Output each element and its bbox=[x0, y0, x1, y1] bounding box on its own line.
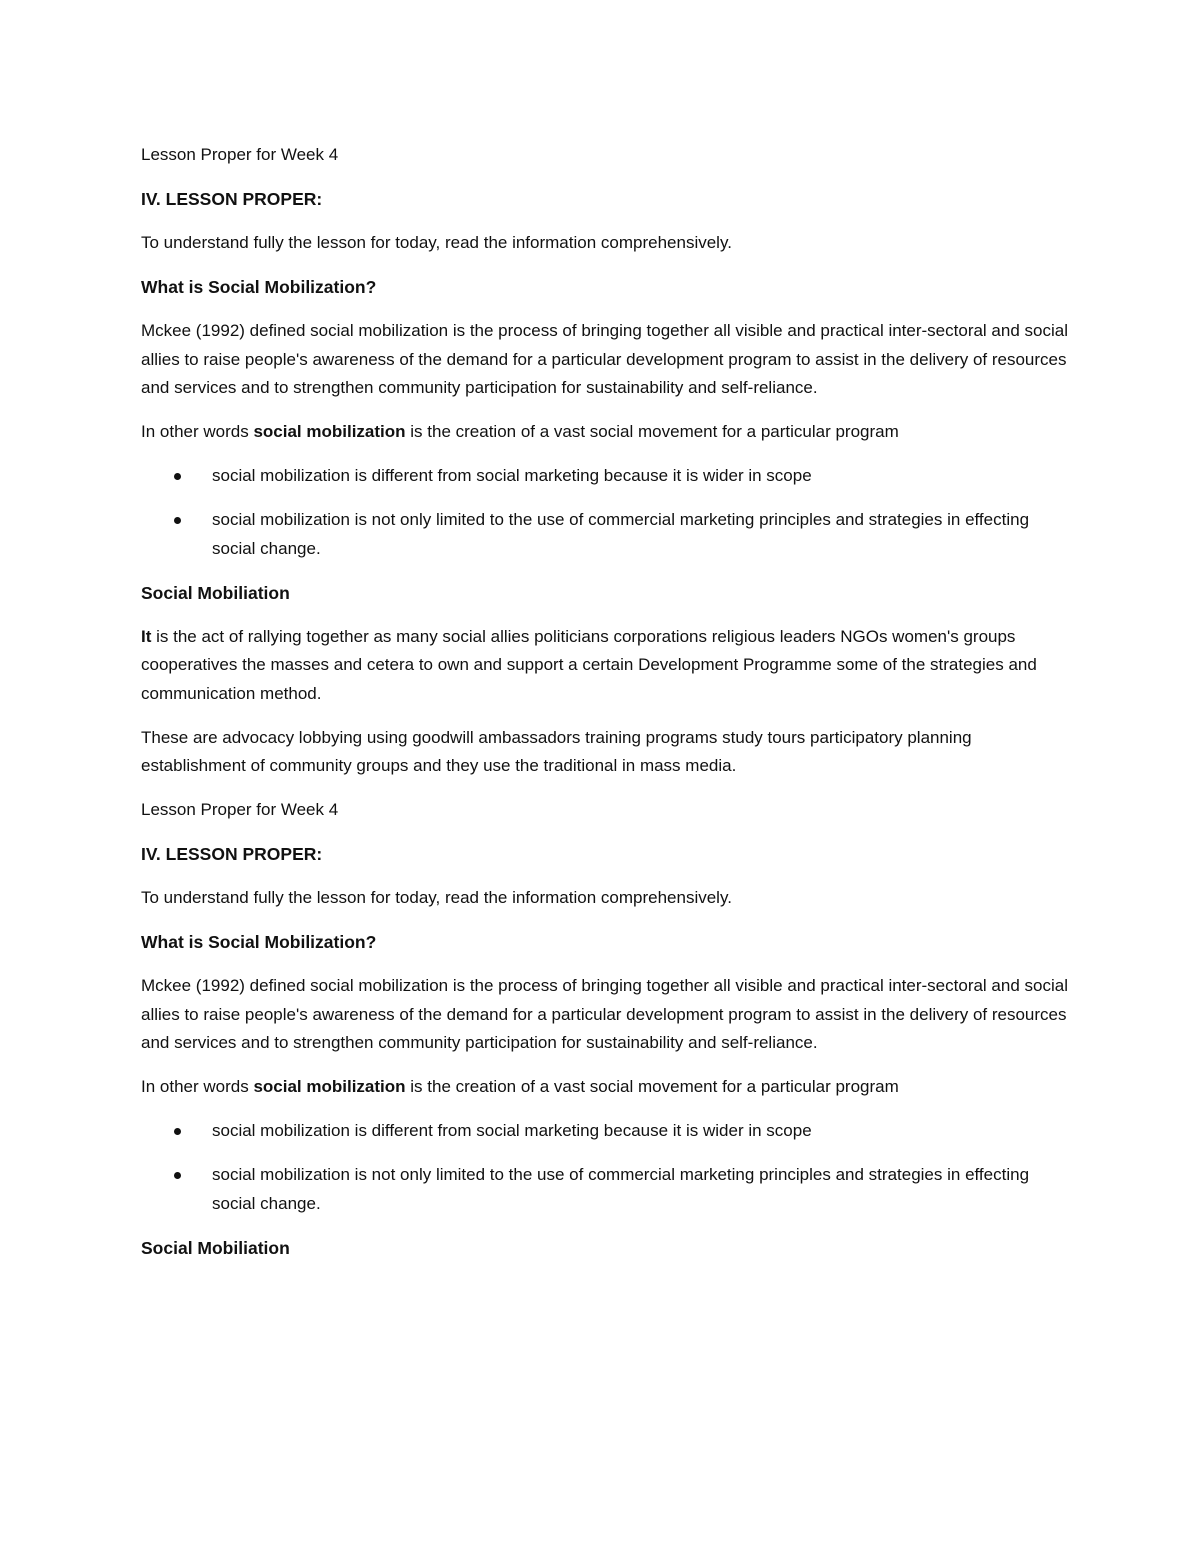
definition-paragraph: Mckee (1992) defined social mobilization is the process of bringing together all visible and practical inter-sectoral and social allies to raise people's awareness of the demand for a particular development program to assist in the delivery of resources and services and to strengthen community participation for sustainability and self-reliance. bbox=[141, 321, 1068, 397]
subheading: Social Mobiliation bbox=[141, 582, 290, 603]
definition-paragraph: Mckee (1992) defined social mobilization is the process of bringing together all visible and practical inter-sectoral and social allies to raise people's awareness of the demand for a particular development program to assist in the delivery of resources and services and to strengthen community participation for sustainability and self-reliance. bbox=[141, 976, 1068, 1052]
other-words-bold-term: social mobilization bbox=[253, 1077, 406, 1096]
question-heading: What is Social Mobilization? bbox=[141, 277, 377, 297]
other-words-bold-term: social mobilization bbox=[253, 422, 406, 441]
bullet-text: social mobilization is different from social marketing because it is wider in scope bbox=[212, 1121, 812, 1140]
document-page bbox=[141, 141, 1071, 1278]
act-paragraph bbox=[141, 623, 1071, 709]
list-item bbox=[141, 1161, 1071, 1218]
list-item bbox=[141, 1117, 1071, 1146]
lesson-title: Lesson Proper for Week 4 bbox=[141, 145, 339, 164]
intro-text: To understand fully the lesson for today, read the information comprehensively. bbox=[141, 888, 732, 907]
bullet-icon bbox=[174, 1128, 181, 1135]
bullet-list bbox=[141, 462, 1071, 563]
act-bold-word: It bbox=[141, 626, 152, 646]
other-words-suffix: is the creation of a vast social movement for a particular program bbox=[405, 422, 899, 441]
bullet-list bbox=[141, 1117, 1071, 1218]
act-text: is the act of rallying together as many social allies politicians corporations religious leaders NGOs women's groups cooperatives the masses and cetera to own and support a certain Development Programme some of the strategies and communication method. bbox=[141, 626, 1037, 703]
lesson-title: Lesson Proper for Week 4 bbox=[141, 800, 339, 819]
lesson-proper-heading: IV. LESSON PROPER: bbox=[141, 844, 323, 864]
bullet-text: social mobilization is different from social marketing because it is wider in scope bbox=[212, 466, 812, 485]
other-words-paragraph bbox=[141, 418, 1071, 447]
question-heading: What is Social Mobilization? bbox=[141, 932, 377, 952]
bullet-icon bbox=[174, 473, 181, 480]
list-item bbox=[141, 462, 1071, 491]
bullet-text: social mobilization is not only limited to the use of commercial marketing principles and strategies in effecting social change. bbox=[212, 510, 1030, 558]
bullet-text: social mobilization is not only limited to the use of commercial marketing principles and strategies in effecting social change. bbox=[212, 1165, 1030, 1213]
list-item bbox=[141, 506, 1071, 563]
lesson-proper-heading: IV. LESSON PROPER: bbox=[141, 189, 323, 209]
other-words-prefix: In other words bbox=[141, 1077, 254, 1096]
other-words-suffix: is the creation of a vast social movement for a particular program bbox=[405, 1077, 899, 1096]
bullet-icon bbox=[174, 517, 181, 524]
subheading: Social Mobiliation bbox=[141, 1237, 290, 1258]
other-words-prefix: In other words bbox=[141, 422, 254, 441]
other-words-paragraph bbox=[141, 1073, 1071, 1102]
bullet-icon bbox=[174, 1172, 181, 1179]
intro-text: To understand fully the lesson for today, read the information comprehensively. bbox=[141, 233, 732, 252]
advocacy-paragraph: These are advocacy lobbying using goodwill ambassadors training programs study tours participatory planning establishment of community groups and they use the traditional in mass media. bbox=[141, 727, 972, 775]
